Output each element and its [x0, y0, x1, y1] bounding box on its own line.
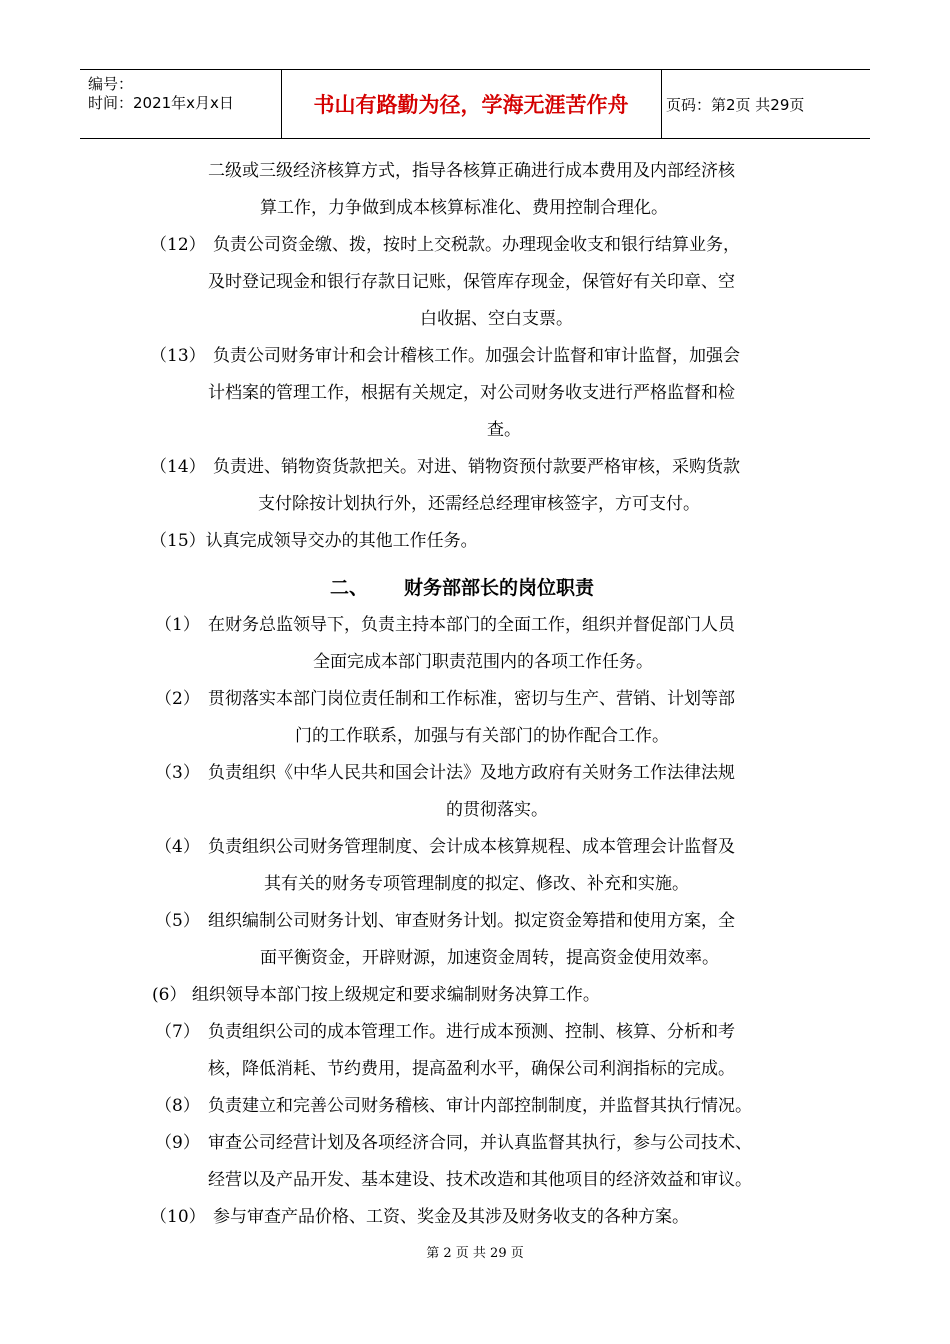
text-line: 的贯彻落实。 [446, 800, 548, 820]
item-number: （12） [150, 235, 206, 255]
text-line: 白收据、空白支票。 [420, 309, 573, 329]
text-line: 负责组织《中华人民共和国会计法》及地方政府有关财务工作法律法规 [208, 763, 735, 783]
text-line: 核，降低消耗、节约费用，提高盈利水平，确保公司利润指标的完成。 [208, 1059, 735, 1079]
text-line: 负责公司资金缴、拨，按时上交税款。办理现金收支和银行结算业务， [213, 235, 740, 255]
text-line: 面平衡资金，开辟财源，加速资金周转，提高资金使用效率。 [260, 948, 719, 968]
text-line: 计档案的管理工作，根据有关规定，对公司财务收支进行严格监督和检 [208, 383, 735, 403]
item-number: （2） [155, 689, 200, 709]
text-line: 经营以及产品开发、基本建设、技术改造和其他项目的经济效益和审议。 [208, 1170, 752, 1190]
code-label: 编号： [88, 75, 134, 93]
text-line: （15）认真完成领导交办的其他工作任务。 [150, 531, 478, 551]
header-divider [281, 70, 282, 138]
item-number: （9） [155, 1133, 200, 1153]
item-number: （13） [150, 346, 206, 366]
section-title: 财务部部长的岗位职责 [404, 577, 595, 599]
text-line: 及时登记现金和银行存款日记账，保管库存现金，保管好有关印章、空 [208, 272, 735, 292]
text-line: 全面完成本部门职责范围内的各项工作任务。 [313, 652, 653, 672]
section-number: 二、 [330, 577, 369, 599]
text-line: 组织编制公司财务计划、审查财务计划。拟定资金筹措和使用方案，全 [208, 911, 735, 931]
text-line: 门的工作联系，加强与有关部门的协作配合工作。 [295, 726, 669, 746]
text-line: 查。 [487, 420, 521, 440]
item-number: （7） [155, 1022, 200, 1042]
item-number: （10） [150, 1207, 206, 1227]
item-number: （3） [155, 763, 200, 783]
text-line: 在财务总监领导下，负责主持本部门的全面工作，组织并督促部门人员 [208, 615, 735, 635]
text-line: 审查公司经营计划及各项经济合同，并认真监督其执行，参与公司技术、 [208, 1133, 752, 1153]
item-number: （8） [155, 1096, 200, 1116]
page-info: 页码：第2页 共29页 [666, 95, 805, 114]
page-footer: 第 2 页 共 29 页 [426, 1246, 524, 1261]
text-line: 负责建立和完善公司财务稽核、审计内部控制制度，并监督其执行情况。 [208, 1096, 752, 1116]
text-line: 参与审查产品价格、工资、奖金及其涉及财务收支的各种方案。 [213, 1207, 689, 1227]
time-label: 时间：2021年x月x日 [88, 94, 234, 112]
text-line: 负责公司财务审计和会计稽核工作。加强会计监督和审计监督，加强会 [213, 346, 740, 366]
text-line: 算工作，力争做到成本核算标准化、费用控制合理化。 [260, 198, 668, 218]
doc-meta [80, 70, 281, 138]
motto: 书山有路勤为径，学海无涯苦作舟 [313, 93, 629, 117]
text-line: 负责组织公司财务管理制度、会计成本核算规程、成本管理会计监督及 [208, 837, 735, 857]
text-line: 二级或三级经济核算方式，指导各核算正确进行成本费用及内部经济核 [208, 161, 735, 181]
item-number: （4） [155, 837, 200, 857]
section-heading [330, 576, 594, 600]
text-line: 支付除按计划执行外，还需经总经理审核签字，方可支付。 [258, 494, 700, 514]
item-number: （14） [150, 457, 206, 477]
text-line: 负责进、销物资货款把关。对进、销物资预付款要严格审核，采购货款 [213, 457, 740, 477]
text-line: 贯彻落实本部门岗位责任制和工作标准，密切与生产、营销、计划等部 [208, 689, 735, 709]
text-line: 其有关的财务专项管理制度的拟定、修改、补充和实施。 [264, 874, 689, 894]
page-header [80, 69, 870, 139]
item-number: （5） [155, 911, 200, 931]
header-divider [661, 70, 662, 138]
text-line: 负责组织公司的成本管理工作。进行成本预测、控制、核算、分析和考 [208, 1022, 735, 1042]
item-number: （1） [155, 615, 200, 635]
text-line: (6） 组织领导本部门按上级规定和要求编制财务决算工作。 [152, 985, 600, 1005]
